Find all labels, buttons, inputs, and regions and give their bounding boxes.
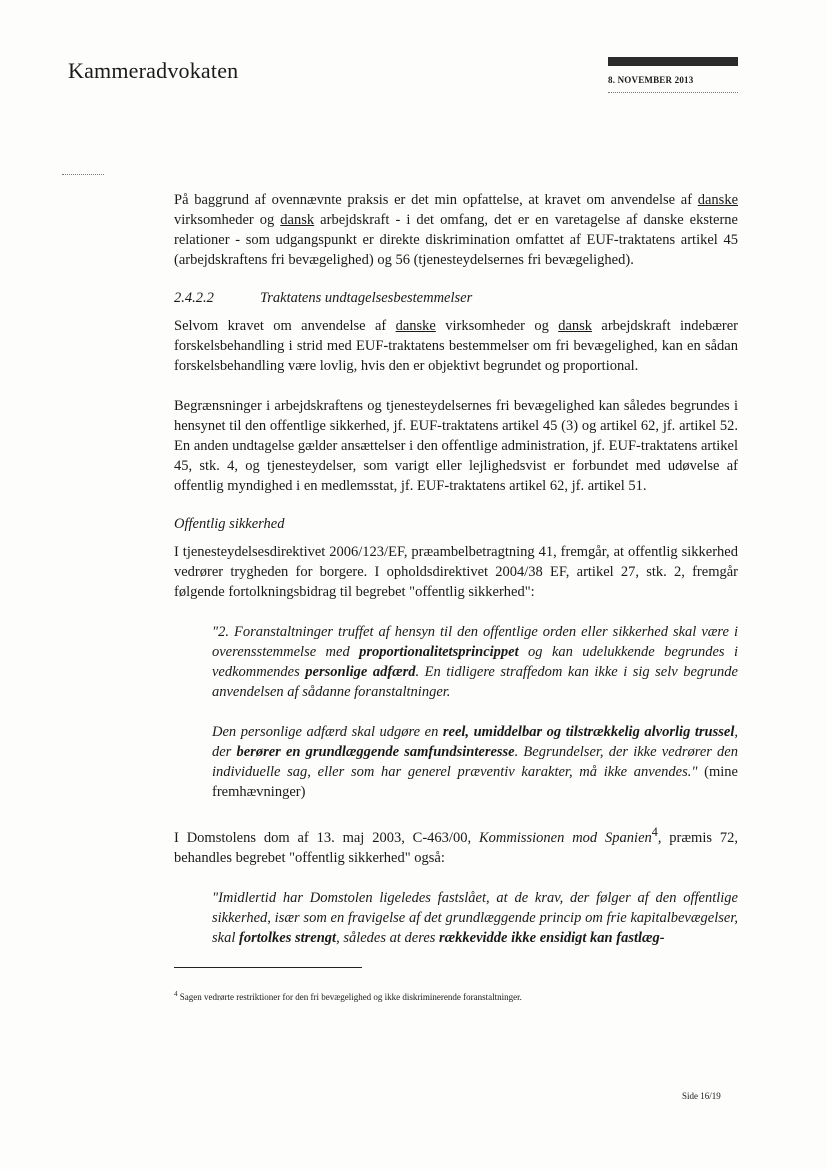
- p2-text-b: virksomheder og: [435, 318, 559, 334]
- q3-bold-2: rækkevidde ikke ensidigt kan fastlæg-: [439, 929, 665, 946]
- q1-bold-1: proportionalitetsprincippet: [359, 644, 519, 660]
- case-name: Kommissionen mod Spanien: [478, 829, 652, 846]
- p1-underline-1: danske: [697, 192, 738, 208]
- footnote-number: 4: [174, 990, 178, 998]
- paragraph-3: Begrænsninger i arbejdskraftens og tjenesteydelsernes fri bevægelighed kan således begrundes i hensynet til den offentlige sikkerhed, jf. EUF-traktatens artikel 45 (3) og artikel 62, jf. artikel 52. En anden undtagelse gælder ansættelser i den offentlige administration, jf. EUF-traktatens artikel 45, stk. 4, og tjenesteydelser, som varigt eller lejlighedsvist er forbundet med udøvelse af offentlig myndighed i en medlemsstat, jf. EUF-traktatens artikel 62, jf. artikel 51.: [174, 398, 738, 494]
- margin-divider: [62, 174, 104, 175]
- p2-underline-1: danske: [395, 318, 436, 334]
- section-title: Traktatens undtagelsesbestemmelser: [260, 290, 473, 306]
- page-number: Side 16/19: [682, 1091, 721, 1101]
- q3-text-a: "Imidlertid har Domstolen ligeledes fastslået, at de krav, der følger af den offentlige sikkerhed, især som en fravigelse af det grundlæggende princip om frie kapitalbevægelser, skal: [212, 889, 738, 946]
- paragraph-5: [174, 822, 738, 868]
- q3-text-b: , således at deres: [336, 929, 440, 946]
- p1-text-a: På baggrund af ovennævnte praksis er det min opfattelse, at kravet om anvendelse af: [174, 192, 698, 208]
- quote-1: [212, 622, 738, 702]
- p1-text-c: arbejdskraft - i det omfang, det er en varetagelse af danske eksterne relationer - som udgangspunkt er direkte diskrimination omfattet af EUF-traktatens artikel 45 (arbejdskraftens fri bevægelighed) og 56 (tjenesteydelsernes fri bevægelighed).: [174, 212, 738, 268]
- section-number: 2.4.2.2: [174, 290, 214, 306]
- date-divider: [608, 92, 738, 93]
- footnote-ref: 4: [651, 825, 658, 839]
- organization-name: Kammeradvokaten: [68, 58, 239, 83]
- p5-text-b: , præmis 72, behandles begrebet "offentlig sikkerhed" også:: [174, 829, 738, 866]
- paragraph-4: I tjenesteydelsesdirektivet 2006/123/EF, præambelbetragtning 41, fremgår, at offentlig sikkerhed vedrører trygheden for borgere. I opholdsdirektivet 2004/38 EF, artikel 27, stk. 2, fremgår følgende fortolkningsbidrag til begrebet "offentlig sikkerhed":: [174, 544, 738, 600]
- q3-bold-1: fortolkes strengt: [238, 929, 337, 946]
- footnote: [174, 990, 738, 1002]
- footnote-text: Sagen vedrørte restriktioner for den fri bevægelighed og ikke diskriminerende foranstaltninger.: [177, 992, 522, 1002]
- p2-text-c: arbejdskraft indebærer forskelsbehandling i strid med EUF-traktatens bestemmelser om fri bevægelighed, kan en sådan forskelsbehandling være lovlig, hvis den er objektivt begrundet og proportional.: [174, 318, 739, 374]
- quote-3: [212, 888, 738, 948]
- paragraph-1: [174, 190, 738, 270]
- header-bar: [608, 57, 738, 66]
- q2-bold-1: reel, umiddelbar og tilstrækkelig alvorlig trussel: [442, 724, 735, 740]
- document-date: 8. NOVEMBER 2013: [608, 75, 694, 85]
- section-heading: [174, 288, 738, 308]
- q1-bold-2: personlige adfærd: [305, 664, 416, 680]
- paragraph-2: [174, 316, 738, 376]
- q1-text-b: og kan udelukkende begrundes i vedkommendes: [212, 644, 738, 680]
- p1-text-b: virksomheder og: [174, 212, 281, 228]
- q2-text-a: Den personlige adfærd skal udgøre en: [212, 724, 443, 740]
- p1-underline-2: dansk: [280, 212, 315, 228]
- p2-text-a: Selvom kravet om anvendelse af: [174, 318, 396, 334]
- subheading: Offentlig sikkerhed: [174, 516, 285, 532]
- quote-2: [212, 722, 738, 802]
- p2-underline-2: dansk: [558, 318, 593, 334]
- q2-note: (mine fremhævninger): [212, 764, 738, 800]
- p5-text-a: I Domstolens dom af 13. maj 2003, C-463/00,: [174, 829, 479, 846]
- q2-bold-2: berører en grundlæggende samfundsinteresse: [236, 744, 515, 760]
- q1-text-c: . En tidligere straffedom kan ikke i sig selv begrunde anvendelsen af sådanne foranstaltninger.: [212, 664, 738, 700]
- footnote-divider: [174, 967, 362, 968]
- q1-text-a: "2. Foranstaltninger truffet af hensyn til den offentlige orden eller sikkerhed skal være i overensstemmelse med: [212, 624, 738, 660]
- q2-text-c: . Begrundelser, der ikke vedrører den individuelle sag, eller som har generel præventiv karakter, må ikke anvendes.": [212, 744, 738, 780]
- document-body: [174, 190, 738, 948]
- q2-text-b: , der: [212, 724, 738, 760]
